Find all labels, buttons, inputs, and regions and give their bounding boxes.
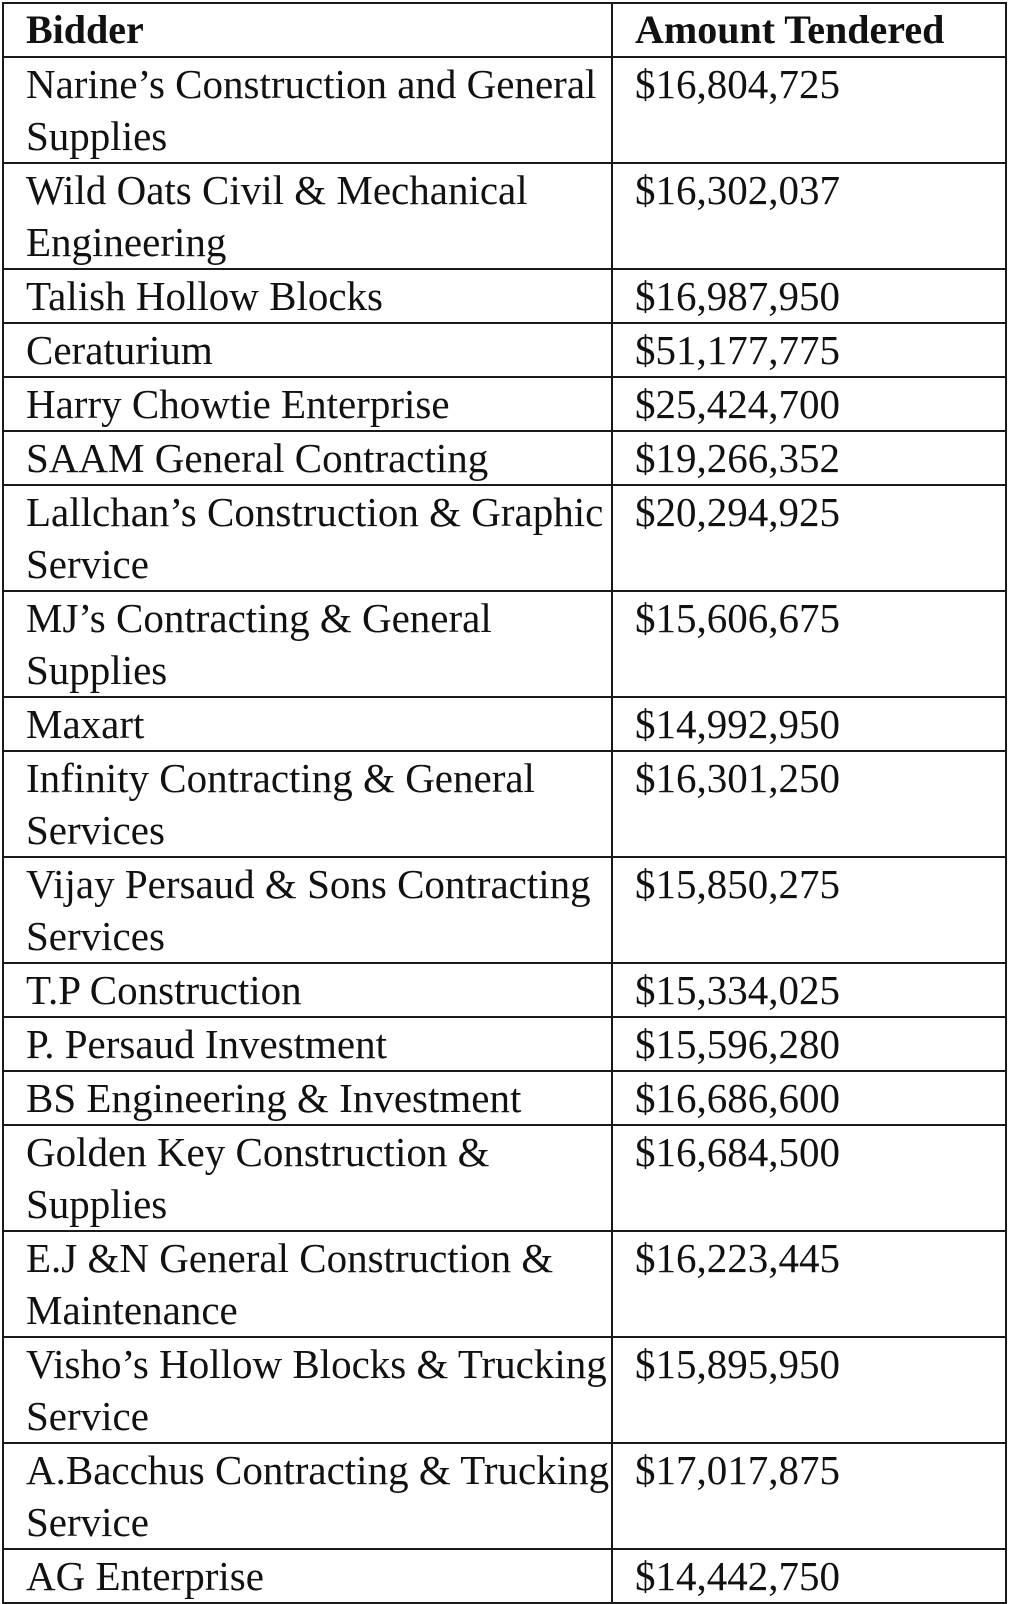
table-row bbox=[3, 1071, 1006, 1125]
bidder-name-cell: Vijay Persaud & Sons Contracting Services bbox=[3, 857, 612, 963]
table-row bbox=[3, 1443, 1006, 1549]
table-row bbox=[3, 857, 1006, 963]
amount-tendered-cell: $16,223,445 bbox=[612, 1231, 1006, 1337]
bidder-name-cell: SAAM General Contracting bbox=[3, 431, 612, 485]
bid-table bbox=[2, 2, 1007, 1604]
table-row bbox=[3, 1549, 1006, 1603]
bidder-name-cell: AG Enterprise bbox=[3, 1549, 612, 1603]
table-row bbox=[3, 57, 1006, 163]
amount-tendered-cell: $14,992,950 bbox=[612, 697, 1006, 751]
table-row bbox=[3, 751, 1006, 857]
table-row bbox=[3, 697, 1006, 751]
amount-tendered-cell: $17,017,875 bbox=[612, 1443, 1006, 1549]
bidder-name-cell: P. Persaud Investment bbox=[3, 1017, 612, 1071]
table-row bbox=[3, 431, 1006, 485]
bidder-name-cell: BS Engineering & Investment bbox=[3, 1071, 612, 1125]
amount-tendered-cell: $15,895,950 bbox=[612, 1337, 1006, 1443]
bid-rows bbox=[3, 57, 1006, 1603]
amount-column-header: Amount Tendered bbox=[612, 3, 1006, 57]
amount-tendered-cell: $16,301,250 bbox=[612, 751, 1006, 857]
amount-tendered-cell: $16,302,037 bbox=[612, 163, 1006, 269]
bidder-name-cell: Ceraturium bbox=[3, 323, 612, 377]
table-row bbox=[3, 485, 1006, 591]
table-row bbox=[3, 269, 1006, 323]
bidder-name-cell: Narine’s Construction and General Supplies bbox=[3, 57, 612, 163]
bidder-name-cell: MJ’s Contracting & General Supplies bbox=[3, 591, 612, 697]
amount-tendered-cell: $16,684,500 bbox=[612, 1125, 1006, 1231]
amount-tendered-cell: $51,177,775 bbox=[612, 323, 1006, 377]
amount-tendered-cell: $16,686,600 bbox=[612, 1071, 1006, 1125]
amount-tendered-cell: $20,294,925 bbox=[612, 485, 1006, 591]
amount-tendered-cell: $15,850,275 bbox=[612, 857, 1006, 963]
bidder-name-cell: Golden Key Construction & Supplies bbox=[3, 1125, 612, 1231]
bidder-name-cell: Lallchan’s Construction & Graphic Service bbox=[3, 485, 612, 591]
table-row bbox=[3, 591, 1006, 697]
table-row bbox=[3, 963, 1006, 1017]
amount-tendered-cell: $16,804,725 bbox=[612, 57, 1006, 163]
amount-tendered-cell: $15,334,025 bbox=[612, 963, 1006, 1017]
bidder-name-cell: E.J &N General Construction & Maintenance bbox=[3, 1231, 612, 1337]
bidder-name-cell: A.Bacchus Contracting & Trucking Service bbox=[3, 1443, 612, 1549]
bidder-column-header: Bidder bbox=[3, 3, 612, 57]
table-row bbox=[3, 323, 1006, 377]
table-row bbox=[3, 163, 1006, 269]
amount-tendered-cell: $14,442,750 bbox=[612, 1549, 1006, 1603]
table-row bbox=[3, 1125, 1006, 1231]
amount-tendered-cell: $16,987,950 bbox=[612, 269, 1006, 323]
bidder-name-cell: T.P Construction bbox=[3, 963, 612, 1017]
amount-tendered-cell: $19,266,352 bbox=[612, 431, 1006, 485]
bidder-name-cell: Infinity Contracting & General Services bbox=[3, 751, 612, 857]
table-row bbox=[3, 1337, 1006, 1443]
bidder-name-cell: Visho’s Hollow Blocks & Trucking Service bbox=[3, 1337, 612, 1443]
amount-tendered-cell: $15,596,280 bbox=[612, 1017, 1006, 1071]
amount-tendered-cell: $25,424,700 bbox=[612, 377, 1006, 431]
table-row bbox=[3, 377, 1006, 431]
bidder-name-cell: Harry Chowtie Enterprise bbox=[3, 377, 612, 431]
table-row bbox=[3, 1017, 1006, 1071]
amount-tendered-cell: $15,606,675 bbox=[612, 591, 1006, 697]
bidder-name-cell: Maxart bbox=[3, 697, 612, 751]
table-row bbox=[3, 1231, 1006, 1337]
bidder-name-cell: Talish Hollow Blocks bbox=[3, 269, 612, 323]
bidder-name-cell: Wild Oats Civil & Mechanical Engineering bbox=[3, 163, 612, 269]
header-row bbox=[3, 3, 1006, 57]
